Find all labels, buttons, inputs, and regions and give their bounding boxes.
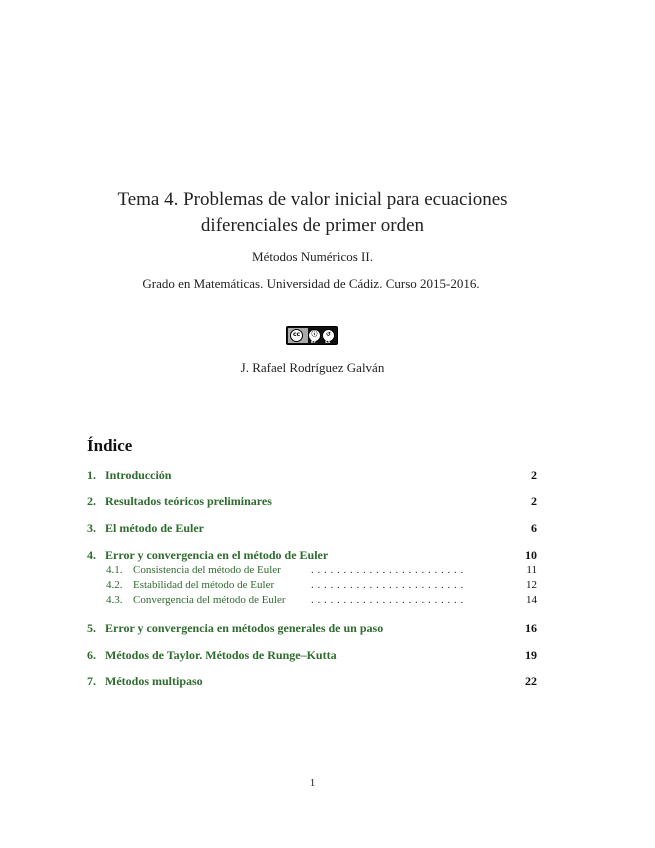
toc-leader-dots: . . . . . . . . . . . . . . . . . . . . . . . . bbox=[311, 594, 464, 606]
toc-entry-number: 4. bbox=[87, 548, 96, 562]
toc-entry-4[interactable] bbox=[87, 548, 537, 563]
toc-entry-title: El método de Euler bbox=[105, 521, 204, 535]
toc-entry-7[interactable] bbox=[87, 674, 537, 689]
toc-subentry-title: Convergencia del método de Euler bbox=[133, 594, 286, 606]
toc-entry-number: 7. bbox=[87, 674, 96, 688]
toc-entry-page: 2 bbox=[531, 468, 537, 482]
toc-subentry-page: 11 bbox=[526, 564, 537, 576]
toc-entry-6[interactable] bbox=[87, 648, 537, 663]
toc-subentry-title: Consistencia del método de Euler bbox=[133, 564, 281, 576]
toc-subentry-4-3[interactable] bbox=[106, 594, 537, 606]
toc-entry-title: Métodos multipaso bbox=[105, 674, 203, 688]
toc-entry-number: 5. bbox=[87, 621, 96, 635]
toc-entry-title: Introducción bbox=[105, 468, 172, 482]
toc-entry-title: Resultados teóricos preliminares bbox=[105, 494, 272, 508]
toc-entry-page: 2 bbox=[531, 494, 537, 508]
toc-entry-number: 6. bbox=[87, 648, 96, 662]
toc-entry-number: 2. bbox=[87, 494, 96, 508]
toc-leader-dots: . . . . . . . . . . . . . . . . . . . . . . . . bbox=[311, 564, 464, 576]
toc-subentry-page: 12 bbox=[526, 579, 537, 591]
document-subtitle: Métodos Numéricos II. bbox=[252, 249, 373, 264]
document-title: Tema 4. Problemas de valor inicial para ecuaciones diferenciales de primer orden bbox=[117, 189, 508, 236]
cc-by-sa-license-icon[interactable] bbox=[286, 326, 338, 345]
toc-entry-3[interactable] bbox=[87, 521, 537, 536]
toc-subentry-number: 4.2. bbox=[106, 579, 123, 591]
index-heading: Índice bbox=[87, 436, 133, 455]
toc-entry-page: 16 bbox=[525, 621, 537, 635]
by-icon: ⓘ bbox=[308, 329, 321, 342]
toc-entry-number: 3. bbox=[87, 521, 96, 535]
page-number: 1 bbox=[309, 777, 316, 789]
toc-subentry-number: 4.3. bbox=[106, 594, 123, 606]
toc-subentry-4-2[interactable] bbox=[106, 579, 537, 591]
toc-subentry-title: Estabilidad del método de Euler bbox=[133, 579, 275, 591]
sa-label: SA bbox=[325, 340, 331, 344]
toc-entry-page: 22 bbox=[525, 674, 537, 688]
course-info: Grado en Matemáticas. Universidad de Cádiz. Curso 2015-2016. bbox=[142, 276, 480, 291]
cc-icon: cc bbox=[290, 329, 303, 342]
by-label: BY bbox=[311, 340, 317, 344]
toc-entry-number: 1. bbox=[87, 468, 96, 482]
toc-entry-title: Error y convergencia en métodos generales de un paso bbox=[105, 621, 384, 635]
toc-entry-title: Error y convergencia en el método de Euler bbox=[105, 548, 329, 562]
sa-icon: ↺ bbox=[322, 329, 335, 342]
toc-subentry-number: 4.1. bbox=[106, 564, 123, 576]
toc-entry-page: 6 bbox=[531, 521, 537, 535]
toc-entry-2[interactable] bbox=[87, 494, 537, 509]
toc-subentry-4-1[interactable] bbox=[106, 564, 537, 576]
author: J. Rafael Rodríguez Galván bbox=[240, 360, 385, 375]
toc-entry-5[interactable] bbox=[87, 621, 537, 636]
toc-entry-title: Métodos de Taylor. Métodos de Runge–Kutta bbox=[105, 648, 337, 662]
toc-entry-page: 19 bbox=[525, 648, 537, 662]
toc-entry-page: 10 bbox=[525, 548, 537, 562]
toc-entry-1[interactable] bbox=[87, 468, 537, 483]
toc-subentry-page: 14 bbox=[526, 594, 537, 606]
toc-leader-dots: . . . . . . . . . . . . . . . . . . . . . . . . bbox=[311, 579, 464, 591]
